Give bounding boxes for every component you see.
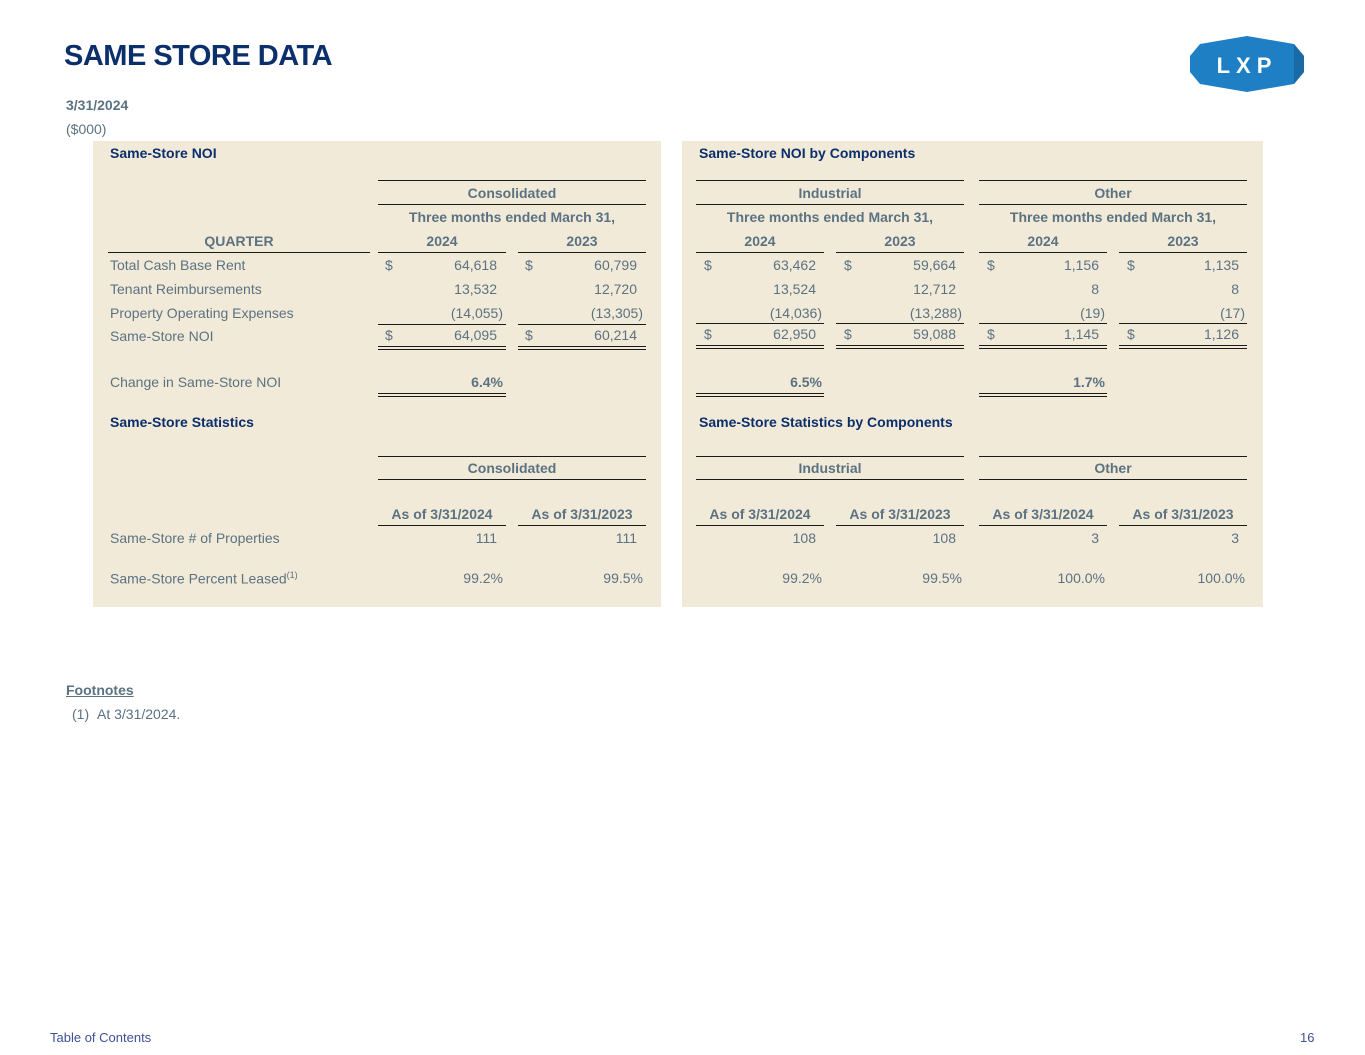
stats-cell: 108 [792, 530, 816, 546]
noi-cell: 1,156 [1063, 257, 1099, 273]
stats-asof-2023-consolidated: As of 3/31/2023 [531, 506, 633, 522]
noi-cell: (17) [1220, 305, 1245, 321]
currency-sign: $ [1127, 257, 1135, 273]
stats-asof-2024-consolidated: As of 3/31/2024 [391, 506, 493, 522]
currency-sign: $ [525, 327, 533, 343]
units-label: ($000) [66, 121, 107, 137]
logo-text: LXP [1216, 53, 1278, 78]
stats-consolidated-header: Consolidated [467, 460, 557, 476]
lxp-logo [1190, 36, 1304, 92]
footnote-marker: (1) [72, 706, 90, 722]
currency-sign: $ [987, 326, 995, 342]
noi-period-consolidated: Three months ended March 31, [408, 209, 616, 225]
noi-cell: 1,135 [1203, 257, 1239, 273]
noi-change-consolidated: 6.4% [471, 374, 503, 390]
noi-cell: 12,712 [913, 281, 956, 297]
noi-cell: 12,720 [594, 281, 637, 297]
stats-section-title: Same-Store Statistics [110, 414, 254, 430]
noi-cell: 8 [1091, 281, 1099, 297]
stats-cell: 3 [1231, 530, 1239, 546]
percent-leased-label: Same-Store Percent Leased [110, 570, 287, 587]
noi-cell: 13,524 [773, 281, 816, 297]
noi-change-other: 1.7% [1073, 374, 1105, 390]
noi-cell: (13,305) [590, 305, 643, 321]
stats-asof-2024-other: As of 3/31/2024 [992, 506, 1094, 522]
currency-sign: $ [844, 326, 852, 342]
page-title: SAME STORE DATA [64, 40, 333, 72]
noi-year-2024-other: 2024 [1027, 233, 1059, 249]
noi-cell: 64,618 [454, 257, 497, 273]
stats-cell: 99.2% [782, 570, 822, 586]
noi-cell: (14,036) [769, 305, 822, 321]
noi-cell: (13,288) [909, 305, 962, 321]
footnote-text: At 3/31/2024. [97, 706, 181, 722]
currency-sign: $ [844, 257, 852, 273]
noi-change-label: Change in Same-Store NOI [110, 374, 282, 390]
noi-cell: 63,462 [773, 257, 816, 273]
stats-cell: 111 [475, 530, 497, 546]
noi-other-header: Other [1094, 185, 1132, 201]
currency-sign: $ [704, 257, 712, 273]
currency-sign: $ [1127, 326, 1135, 342]
noi-row-label: Same-Store NOI [110, 328, 214, 344]
stats-row-label [110, 570, 298, 587]
noi-cell: 60,214 [594, 327, 637, 343]
noi-period-other: Three months ended March 31, [1009, 209, 1217, 225]
currency-sign: $ [987, 257, 995, 273]
noi-period-industrial: Three months ended March 31, [726, 209, 934, 225]
noi-row-label: Total Cash Base Rent [110, 257, 246, 273]
stats-cell: 111 [615, 530, 637, 546]
noi-cell: (14,055) [450, 305, 503, 321]
stats-cell: 99.5% [603, 570, 643, 586]
noi-row-header: QUARTER [204, 233, 274, 249]
noi-cell: 1,145 [1063, 326, 1099, 342]
stats-industrial-header: Industrial [798, 460, 862, 476]
stats-asof-2024-industrial: As of 3/31/2024 [709, 506, 811, 522]
stats-cell: 99.5% [922, 570, 962, 586]
stats-cell: 3 [1091, 530, 1099, 546]
noi-year-2024-industrial: 2024 [744, 233, 776, 249]
noi-year-2023-industrial: 2023 [884, 233, 916, 249]
stats-cell: 108 [932, 530, 956, 546]
noi-components-title: Same-Store NOI by Components [699, 145, 916, 161]
noi-industrial-header: Industrial [798, 185, 862, 201]
noi-cell: 1,126 [1203, 326, 1239, 342]
stats-components-title: Same-Store Statistics by Components [699, 414, 953, 430]
noi-cell: 62,950 [773, 326, 816, 342]
stats-row-label: Same-Store # of Properties [110, 530, 280, 546]
stats-cell: 100.0% [1057, 570, 1105, 586]
footnote-ref: (1) [286, 570, 298, 580]
noi-section-title: Same-Store NOI [110, 145, 217, 161]
stats-asof-2023-other: As of 3/31/2023 [1132, 506, 1234, 522]
stats-other-header: Other [1094, 460, 1132, 476]
stats-cell: 100.0% [1197, 570, 1245, 586]
noi-cell: 8 [1231, 281, 1239, 297]
report-date: 3/31/2024 [66, 97, 129, 113]
currency-sign: $ [385, 327, 393, 343]
noi-consolidated-header: Consolidated [467, 185, 557, 201]
noi-cell: (19) [1080, 305, 1105, 321]
currency-sign: $ [385, 257, 393, 273]
noi-cell: 13,532 [454, 281, 497, 297]
footnotes-heading: Footnotes [66, 682, 134, 698]
page-number: 16 [1300, 1030, 1315, 1045]
footnote-item [72, 706, 180, 722]
noi-row-label: Property Operating Expenses [110, 305, 294, 321]
noi-cell: 64,095 [454, 327, 497, 343]
stats-asof-2023-industrial: As of 3/31/2023 [849, 506, 951, 522]
table-of-contents-link[interactable]: Table of Contents [50, 1030, 152, 1045]
currency-sign: $ [525, 257, 533, 273]
noi-year-2024-consolidated: 2024 [426, 233, 458, 249]
noi-year-2023-consolidated: 2023 [566, 233, 598, 249]
noi-year-2023-other: 2023 [1167, 233, 1199, 249]
currency-sign: $ [704, 326, 712, 342]
noi-cell: 59,664 [913, 257, 956, 273]
noi-cell: 60,799 [594, 257, 637, 273]
noi-change-industrial: 6.5% [790, 374, 822, 390]
noi-cell: 59,088 [913, 326, 956, 342]
noi-row-label: Tenant Reimbursements [110, 281, 262, 297]
stats-cell: 99.2% [463, 570, 503, 586]
